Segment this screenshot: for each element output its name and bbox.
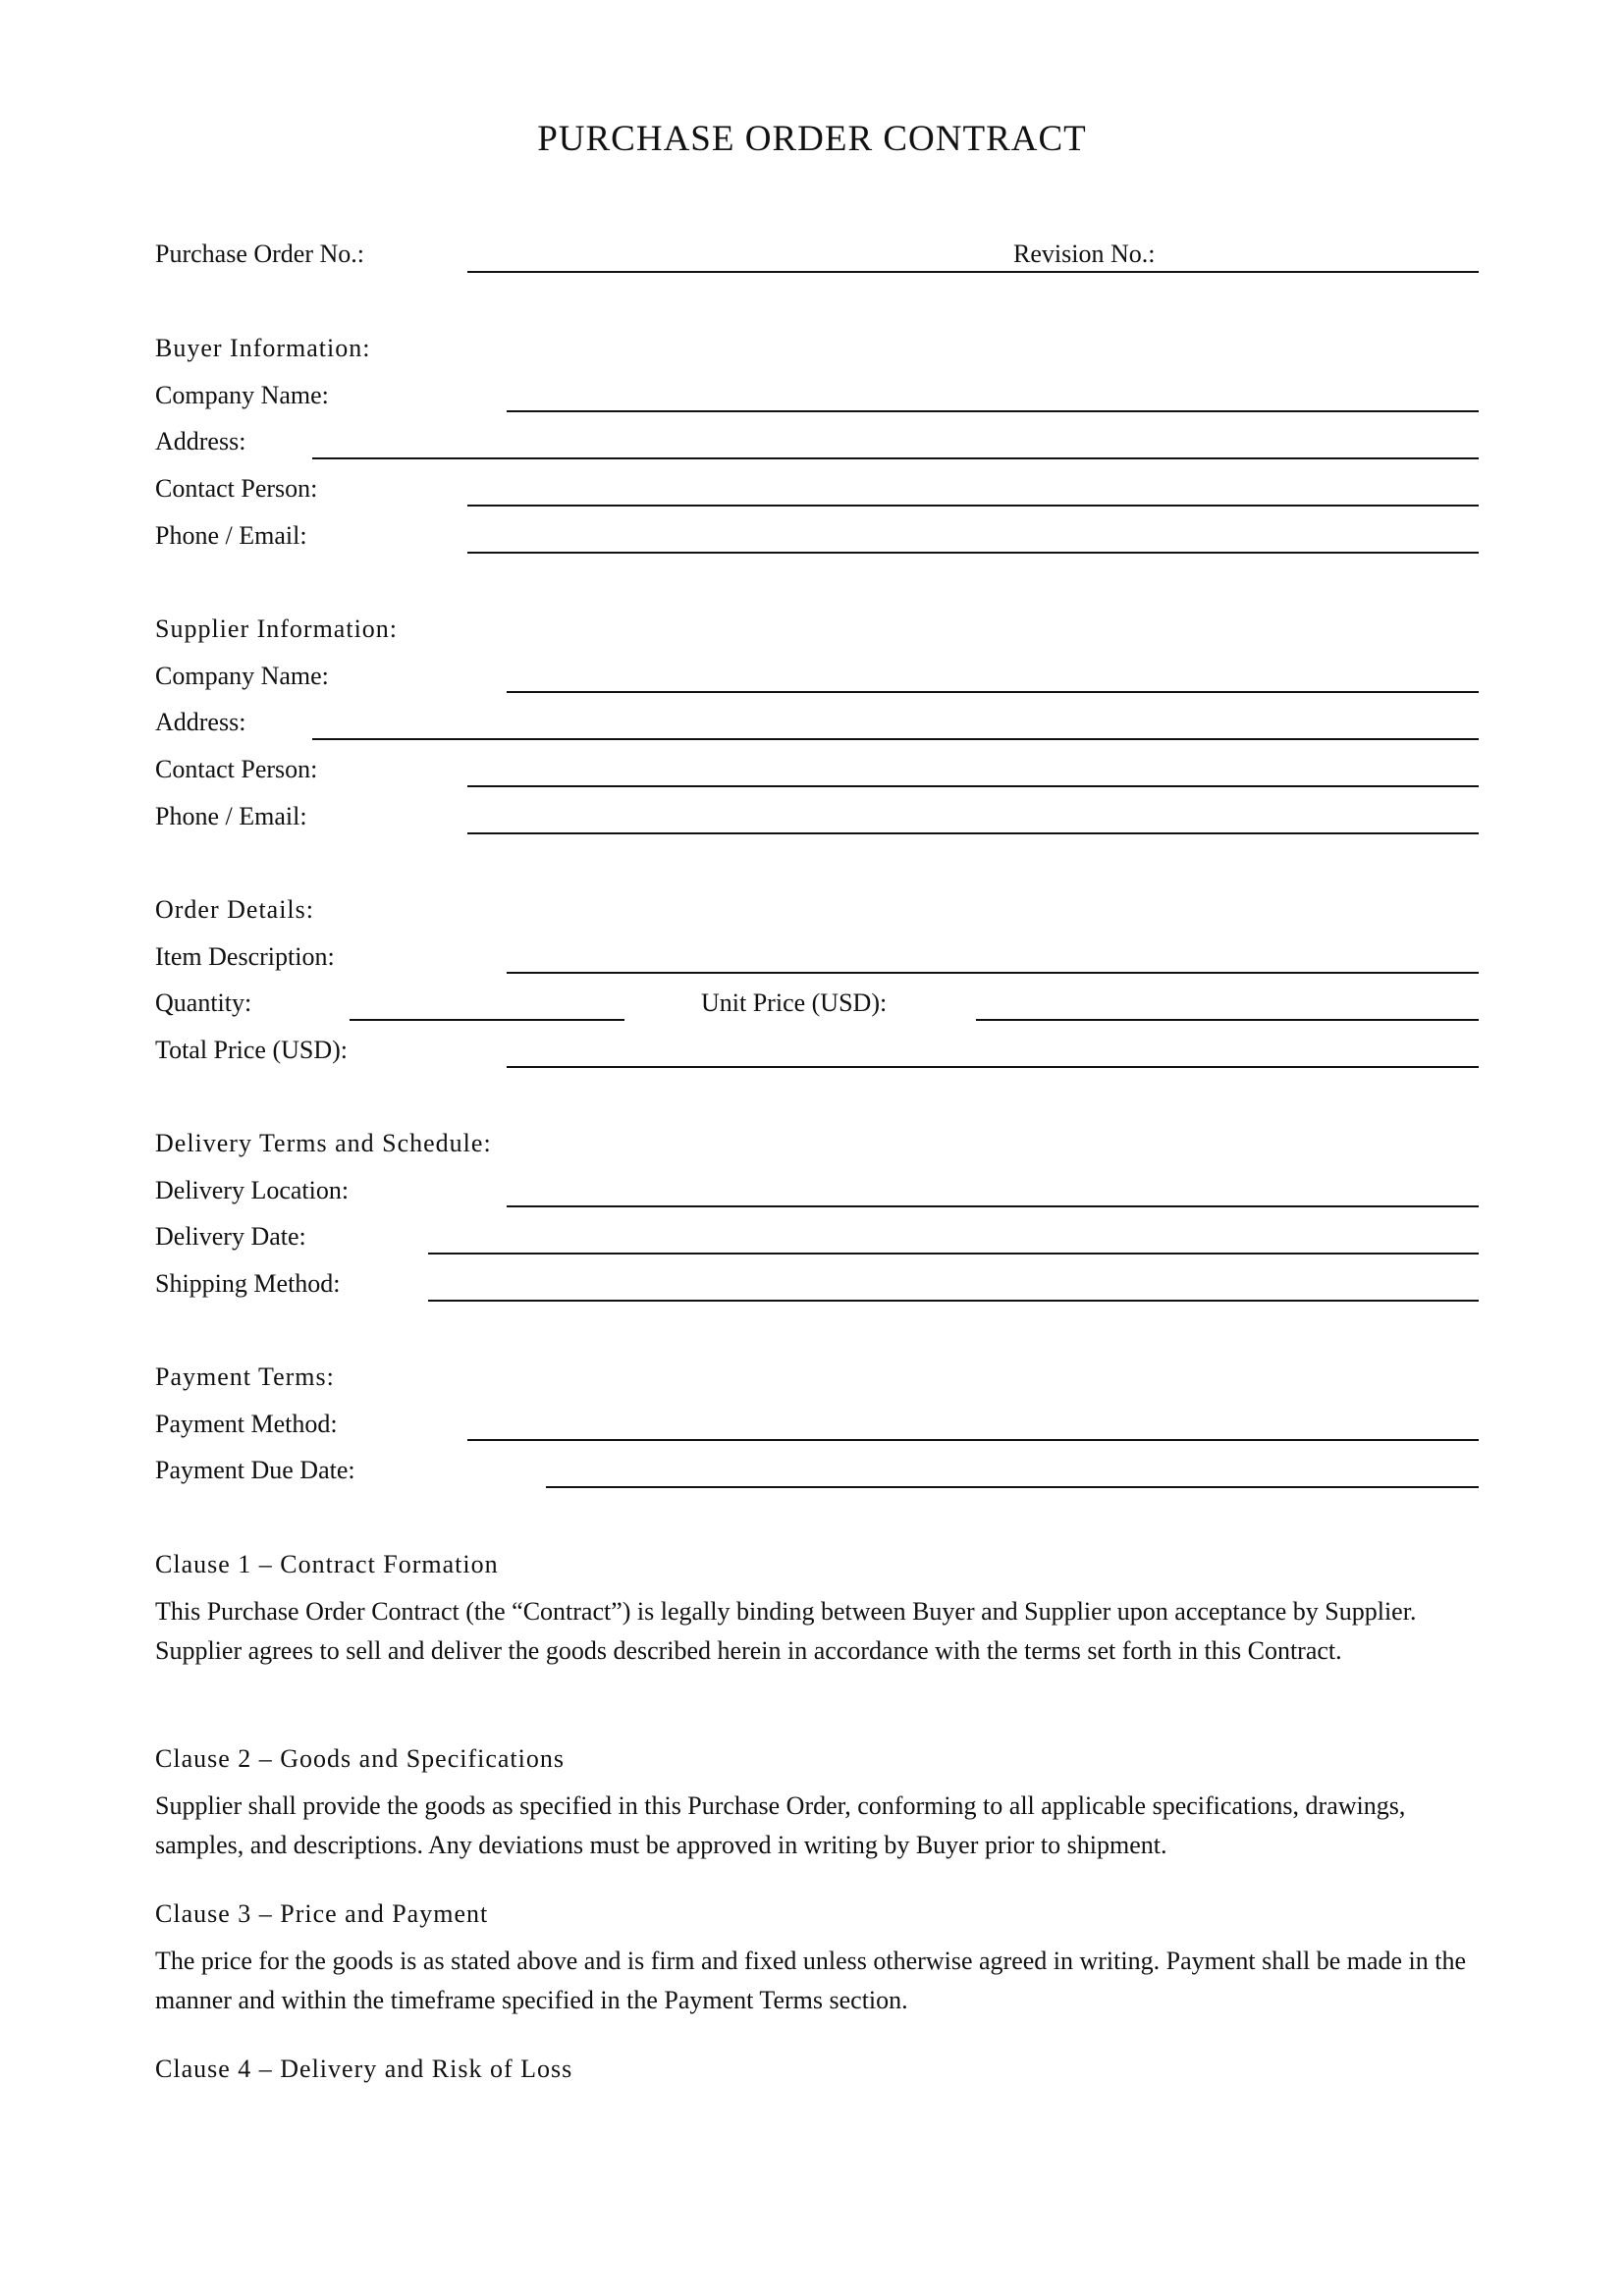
delivery-date-field[interactable] — [428, 1253, 1479, 1255]
payment-method-field[interactable] — [467, 1439, 1479, 1441]
buyer-company-field[interactable] — [507, 410, 1479, 412]
unit-price-label: Unit Price (USD): — [701, 988, 888, 1017]
buyer-contact-field[interactable] — [467, 505, 1479, 507]
page-title: PURCHASE ORDER CONTRACT — [537, 119, 1087, 159]
supplier-company-label: Company Name: — [155, 662, 329, 690]
buyer-phone-field[interactable] — [467, 552, 1479, 554]
supplier-section-heading: Supplier Information: — [155, 614, 399, 643]
delivery-location-label: Delivery Location: — [155, 1176, 350, 1204]
clause-3-body: The price for the goods is as stated above and is firm and fixed unless otherwise agreed in writing. Payment shall be made in the manner and within the timeframe specified in the Payment Terms section. — [155, 1947, 1467, 2014]
supplier-address-field[interactable] — [312, 738, 1479, 740]
quantity-label: Quantity: — [155, 988, 252, 1017]
buyer-address-field[interactable] — [312, 457, 1479, 459]
clause-2-title: Clause 2 – Goods and Specifications — [155, 1744, 565, 1773]
clause-2-body: Supplier shall provide the goods as specified in this Purchase Order, conforming to all applicable specifications, drawings, samples, and descriptions. Any deviations must be approved in writing by Buyer prior to shipment. — [155, 1791, 1406, 1859]
delivery-date-label: Delivery Date: — [155, 1222, 306, 1251]
po-number-label: Purchase Order No.: — [155, 240, 364, 268]
buyer-address-label: Address: — [155, 427, 246, 455]
payment-section-heading: Payment Terms: — [155, 1362, 335, 1391]
total-price-label: Total Price (USD): — [155, 1036, 349, 1064]
delivery-section-heading: Delivery Terms and Schedule: — [155, 1129, 492, 1157]
delivery-location-field[interactable] — [507, 1205, 1479, 1207]
supplier-address-label: Address: — [155, 708, 246, 736]
clause-4-title: Clause 4 – Delivery and Risk of Loss — [155, 2055, 573, 2083]
shipping-method-field[interactable] — [428, 1300, 1479, 1302]
buyer-company-label: Company Name: — [155, 381, 329, 409]
total-price-field[interactable] — [507, 1066, 1479, 1068]
order-section-heading: Order Details: — [155, 895, 315, 924]
clause-1-body: This Purchase Order Contract (the “Contract”) is legally binding between Buyer and Supplier upon acceptance by Supplier. Supplier agrees to sell and deliver the goods described herein in accordance with the terms set forth in this Contract. — [155, 1597, 1417, 1665]
supplier-contact-label: Contact Person: — [155, 755, 318, 783]
unit-price-field[interactable] — [976, 1019, 1479, 1021]
payment-method-label: Payment Method: — [155, 1410, 338, 1438]
clause-3-title: Clause 3 – Price and Payment — [155, 1899, 489, 1928]
clause-1-title: Clause 1 – Contract Formation — [155, 1550, 499, 1578]
payment-due-date-field[interactable] — [546, 1486, 1479, 1488]
supplier-contact-field[interactable] — [467, 785, 1479, 787]
supplier-company-field[interactable] — [507, 691, 1479, 693]
item-description-field[interactable] — [507, 972, 1479, 974]
buyer-contact-label: Contact Person: — [155, 474, 318, 503]
payment-due-date-label: Payment Due Date: — [155, 1456, 355, 1484]
po-number-field[interactable] — [467, 271, 1479, 273]
revision-number-label: Revision No.: — [1013, 240, 1156, 268]
supplier-phone-label: Phone / Email: — [155, 802, 307, 830]
buyer-section-heading: Buyer Information: — [155, 334, 371, 362]
buyer-phone-label: Phone / Email: — [155, 521, 307, 550]
quantity-field[interactable] — [350, 1019, 624, 1021]
shipping-method-label: Shipping Method: — [155, 1269, 341, 1298]
item-description-label: Item Description: — [155, 942, 335, 971]
supplier-phone-field[interactable] — [467, 832, 1479, 834]
